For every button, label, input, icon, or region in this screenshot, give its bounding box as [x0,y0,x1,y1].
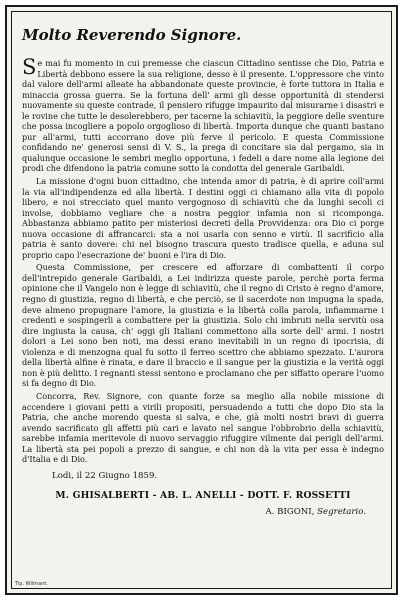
paragraph-1-text: e mai fu momento in cui premesse che ciascun Cittadino sentisse che Dio, Patria e Libertà debbono essere la sua religione, desso è il presente. L'oppressore che vinto dal valore dell'armi alleate ha abbandonate queste provincie, è forte tuttora in Italia e minaccia grossa guerra. Se la fortuna dell' armi gli desse opportunità di stendersi nuovamente su queste contrade, il pensiero rifugge impaurito dal misurarne i disastri e le rovine che tutte le desolerebbero, per tacerne la schiavitù, la peggiore delle sventure che possa incogliere a popolo orgoglioso di libertà. Importa dunque che quanti bastano pur all'armi, tutti accorrano dove più ferve il pericolo. E questa Commissione confidando ne' generosi sensi di V. S., la prega di concitare sia dal pergamo, sia in qualunque occasione le sembri meglio opportuna, i fedeli a dare nome alla legione dei prodi che difendono la patria comune sotto la condotta del generale Garibaldi. [22,58,384,174]
dateline: Lodi, il 22 Giugno 1859. [52,470,158,481]
secretary-title: Segretario. [317,506,366,517]
notice-content [22,26,384,579]
paragraph-3: Questa Commissione, per crescere ed afforzare di combattenti il corpo dell'intrepido generale Garibaldi, a Lei indirizza queste parole, perchè porta ferma opinione che il Vangelo non è legge di schiavitù, che il regno di Cristo è regno d'amore, regno di giustizia, regno di libertà, e che perciò, se il sacerdote non impugna la spada, deve almeno propugnare l'amore, la giustizia e la libertà colla parola, infiammarne i credenti e sospingerli a combattere per la giustizia. Solo chi imbruti nella servitù osa dire ingiusta la causa, ch' oggi gli Italiani commettono alla sorte dell' armi. I nostri dolori a Lei sono ben noti, ma dessi erano inevitabili in un regno di ipocrisia, di violenza e di menzogna qual fu sotto il ferreo scettro che abbiamo spezzato. L'aurora della libertà alfine è rinata, e dare il braccio e il sangue per la giustizia e la verità oggi non è più delitto. I regnanti stessi sentono e proclamano che per siffatto operare l'uomo si fa degno di Dio. [22,262,384,389]
paragraph-1 [22,55,384,174]
signatories: M. GHISALBERTI - AB. L. ANELLI - DOTT. F. ROSSETTI [55,489,351,501]
secretary-line [22,507,384,517]
paragraph-2: La missione d'ogni buon cittadino, che intenda amor di patria, è di aprire coll'armi la via all'indipendenza ed alla libertà. I destini oggi ci chiamano alla vita di popolo libero, e noi strecciato quel manto vergognoso di schiavitù che da lunghi secoli ci involse, dobbiamo vegliare che a nostra peggior infamia non si ricomponga. Abbastanza abbiamo patito per misteriosi decreti della Provvidenza: ora Dio ci porge nuova occasione di affrancarci: sta a noi usarla con senno e virtù. Il sacrificio alla patria è santo dovere: chi nel bisogno trascura questo tradisce quella, e aduna sul proprio capo l'esecrazione de' buoni e l'ira di Dio. [22,176,384,260]
printer-imprint: Tip. Wilmant. [15,581,48,587]
secretary-name: A. BIGONI, [265,506,315,517]
paragraph-4: Concorra, Rev. Signore, con quante forze sa meglio alla nobile missione di accendere i giovani petti a virili propositi, persuadendo a tutti che dopo Dio sta la Patria, che anche morendo questa si salva, e che, già molti nostri bravi di guerra avendo sacrificato gli affetti più cari e lavato nel sangue l'obbrobrio della schiavitù, sarebbe infamia meritevole di nuovo servaggio rifuggire vilmente dai perigli dell'armi. La libertà sta pei popoli a prezzo di sangue, e chi non dà la vita per essa è indegno d'Italia e di Dio. [22,390,384,465]
drop-cap: S [22,55,37,79]
salutation: Molto Reverendo Signore. [22,26,242,44]
notice-sheet [5,5,398,595]
